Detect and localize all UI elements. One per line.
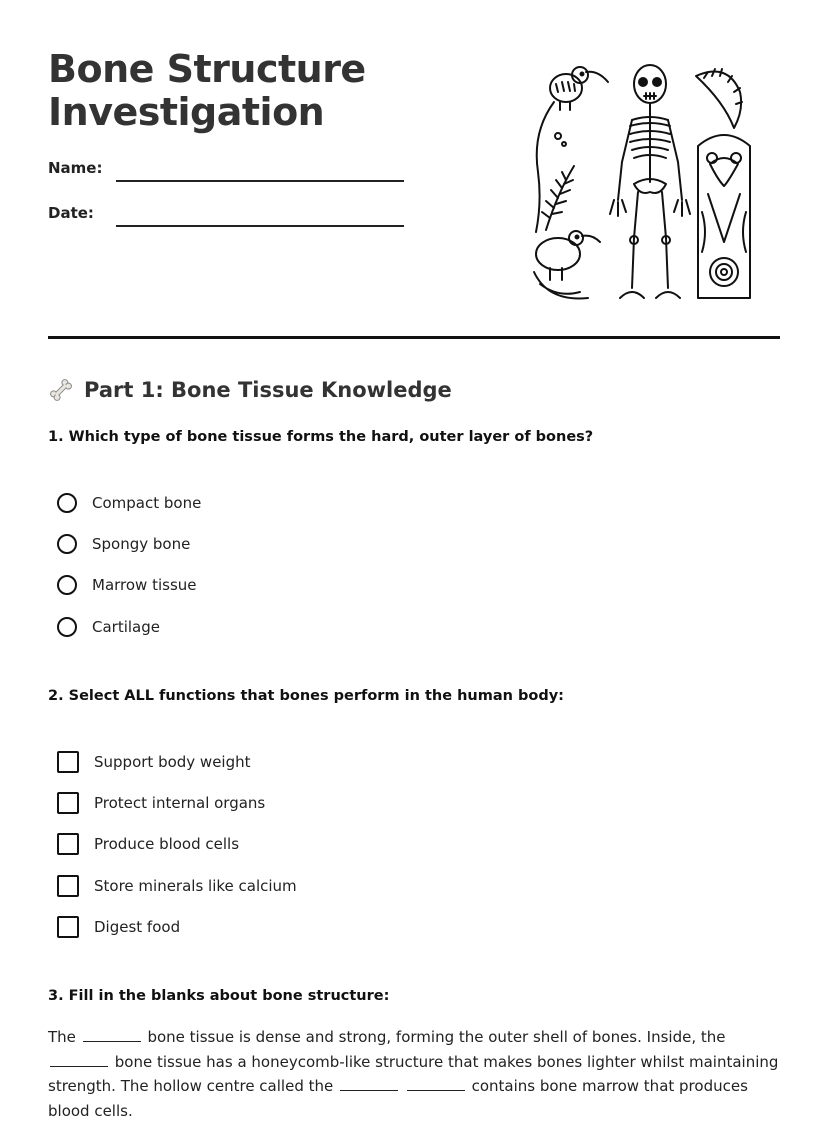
option-label: Marrow tissue <box>92 576 197 595</box>
date-field[interactable] <box>116 225 404 227</box>
feather-icon <box>696 69 742 128</box>
carving-icon <box>698 135 750 298</box>
option-label: Cartilage <box>92 617 160 636</box>
date-label: Date: <box>48 204 94 222</box>
option-store-minerals[interactable] <box>57 865 297 906</box>
checkbox[interactable] <box>57 916 79 938</box>
option-label: Protect internal organs <box>94 794 266 813</box>
radio-button[interactable] <box>57 493 77 513</box>
question-2: 2. Select ALL functions that bones perform in the human body: <box>48 688 564 704</box>
bone-icon <box>48 377 74 403</box>
option-marrow-tissue[interactable] <box>57 565 201 606</box>
option-label: Digest food <box>94 918 181 937</box>
page-title <box>48 48 468 134</box>
text-segment: The <box>48 1028 76 1046</box>
checkbox[interactable] <box>57 875 79 897</box>
radio-button[interactable] <box>57 575 77 595</box>
blank-field-1[interactable] <box>83 1026 141 1042</box>
kiwi-bird-icon <box>534 231 600 298</box>
radio-button[interactable] <box>57 534 77 554</box>
option-label: Spongy bone <box>92 535 191 554</box>
text-segment: bone tissue is dense and strong, forming the outer shell of bones. Inside, the <box>147 1028 726 1046</box>
question-3: 3. Fill in the blanks about bone structure: <box>48 988 390 1004</box>
question-2-options <box>57 741 297 948</box>
name-field[interactable] <box>116 180 404 182</box>
blank-field-3[interactable] <box>340 1075 398 1091</box>
text-segment: contains bone marrow that produces blood cells. <box>48 1077 748 1120</box>
fern-icon <box>542 166 574 230</box>
illustration <box>528 62 756 306</box>
blank-field-2[interactable] <box>50 1051 108 1067</box>
blank-field-4[interactable] <box>407 1075 465 1091</box>
option-cartilage[interactable] <box>57 606 201 647</box>
radio-button[interactable] <box>57 617 77 637</box>
option-digest-food[interactable] <box>57 907 297 948</box>
question-1: 1. Which type of bone tissue forms the hard, outer layer of bones? <box>48 429 594 445</box>
title-line-1: Bone Structure <box>48 47 366 91</box>
section-divider <box>48 336 780 339</box>
checkbox[interactable] <box>57 833 79 855</box>
bird-icon <box>550 67 608 110</box>
option-label: Support body weight <box>94 752 251 771</box>
option-spongy-bone[interactable] <box>57 523 201 564</box>
title-line-2: Investigation <box>48 90 325 134</box>
section-title-part-1 <box>48 374 452 406</box>
checkbox[interactable] <box>57 751 79 773</box>
option-protect-internal-organs[interactable] <box>57 782 297 823</box>
fill-in-paragraph <box>48 1025 788 1123</box>
option-label: Compact bone <box>92 493 202 512</box>
name-label: Name: <box>48 159 103 177</box>
option-label: Produce blood cells <box>94 835 240 854</box>
section-title-text: Part 1: Bone Tissue Knowledge <box>84 378 452 402</box>
option-label: Store minerals like calcium <box>94 876 297 895</box>
skeleton-icon <box>610 65 690 298</box>
checkbox[interactable] <box>57 792 79 814</box>
question-1-options <box>57 482 201 648</box>
option-support-body-weight[interactable] <box>57 741 297 782</box>
option-compact-bone[interactable] <box>57 482 201 523</box>
text-segment: bone tissue has a honeycomb-like structure that makes bones lighter whilst maintaining strength. The hollow centre called the <box>48 1052 779 1095</box>
option-produce-blood-cells[interactable] <box>57 824 297 865</box>
